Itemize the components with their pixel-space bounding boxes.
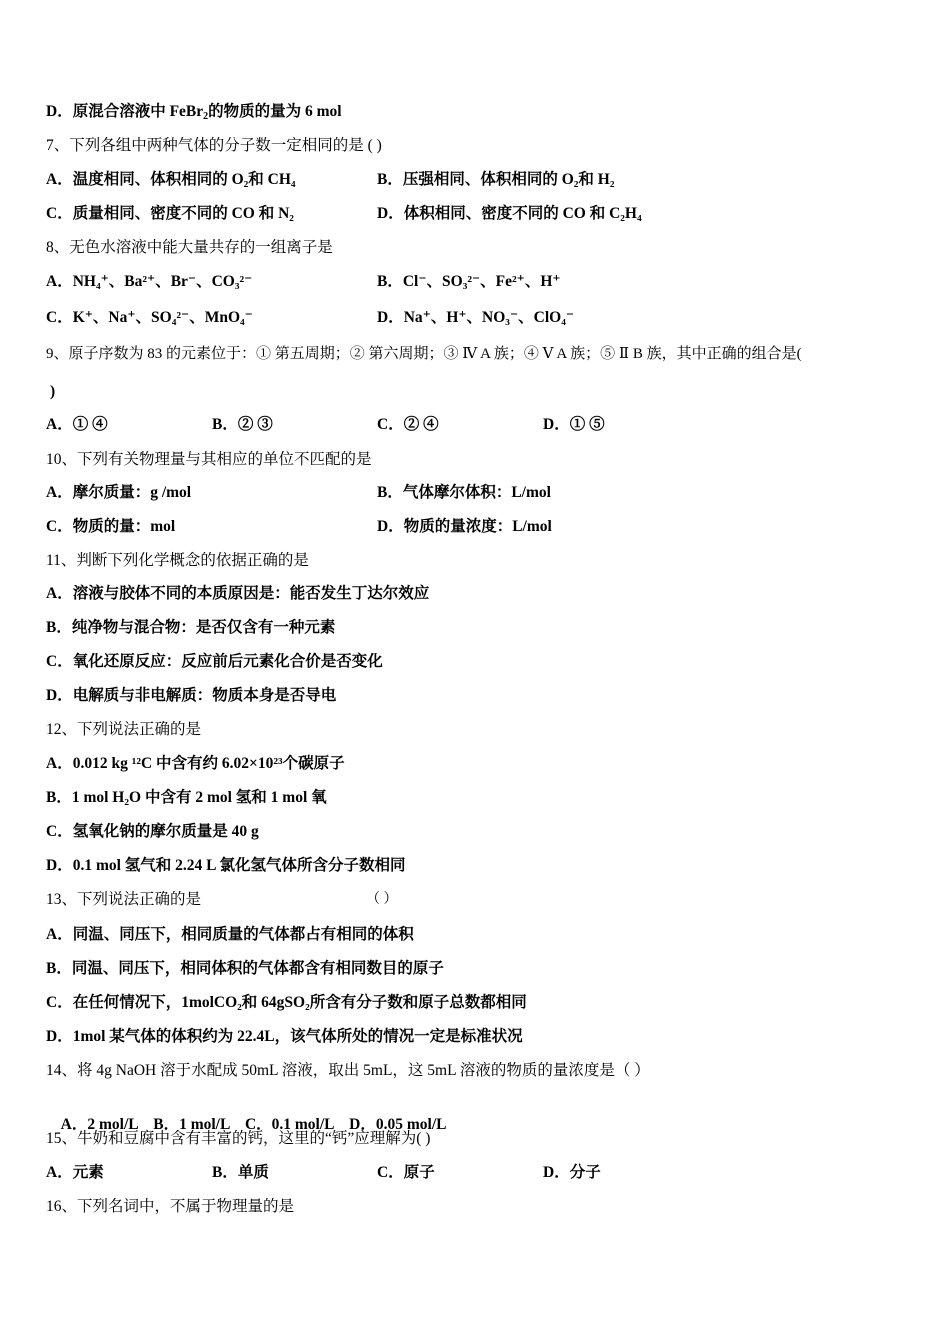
q15-options (46, 1163, 906, 1183)
q10-options-row1 (46, 483, 906, 503)
option-d-prev (46, 102, 342, 122)
option-text: B．纯净物与混合物：是否仅含有一种元素 (46, 619, 336, 636)
question-text: 8、无色水溶液中能大量共存的一组离子是 (46, 239, 333, 256)
q12-option-a (46, 754, 345, 774)
option-d: D．物质的量浓度：L/mol (377, 518, 552, 535)
option-c: C．② ④ (377, 416, 439, 433)
q11-option-d (46, 686, 336, 706)
question-9 (46, 344, 802, 364)
option-b: B．② ③ (212, 416, 273, 433)
option-d: D．分子 (543, 1164, 601, 1181)
option-b: B．Cl⁻、SO₃²⁻、Fe²⁺、H⁺ (377, 273, 561, 290)
question-text: 16、下列名词中，不属于物理量的是 (46, 1198, 295, 1215)
q11-option-a (46, 584, 429, 604)
question-text: 7、下列各组中两种气体的分子数一定相同的是 ( ) (46, 137, 382, 154)
option-a: A．摩尔质量：g /mol (46, 484, 192, 501)
option-b: B．单质 (212, 1164, 269, 1181)
q12-option-c (46, 822, 259, 842)
paren: ) (50, 383, 56, 400)
question-15 (46, 1129, 430, 1149)
question-text: 10、下列有关物理量与其相应的单位不匹配的是 (46, 451, 372, 468)
q13-option-d (46, 1027, 523, 1047)
q7-options-row1 (46, 170, 906, 190)
q9-options (46, 415, 906, 435)
question-text: 12、下列说法正确的是 (46, 721, 202, 738)
option-c: C．K⁺、Na⁺、SO₄²⁻、MnO₄⁻ (46, 309, 253, 326)
option-text: D．1mol 某气体的体积约为 22.4L，该气体所处的情况一定是标准状况 (46, 1028, 523, 1045)
option-text: D．电解质与非电解质：物质本身是否导电 (46, 687, 337, 704)
option-c: C．质量相同、密度不同的 CO 和 N₂ (46, 205, 294, 222)
paren: （ ） (366, 892, 398, 907)
options-text: A．2 mol/L B．1 mol/L C．0.1 mol/L D．0.05 mol/L (60, 1116, 447, 1133)
option-text: A．溶液与胶体不同的本质原因是：能否发生丁达尔效应 (46, 585, 430, 602)
option-a: A．① ④ (46, 416, 108, 433)
question-10 (46, 450, 372, 470)
option-text: A．0.012 kg ¹²C 中含有约 6.02×10²³个碳原子 (46, 755, 345, 772)
text: 的物质的量为 6 mol (208, 103, 342, 120)
option-b: B．气体摩尔体积：L/mol (377, 484, 551, 501)
question-text: 14、将 4g NaOH 溶于水配成 50mL 溶液，取出 5mL，这 5mL 溶液的物质的量浓度是（ ） (46, 1062, 650, 1079)
option-c: C．物质的量：mol (46, 518, 176, 535)
question-14 (46, 1061, 650, 1081)
question-8 (46, 238, 333, 258)
q8-options-row2 (46, 308, 906, 328)
option-text: C．氧化还原反应：反应前后元素化合价是否变化 (46, 653, 383, 670)
option-text: B．1 mol H₂O 中含有 2 mol 氢和 1 mol 氧 (46, 789, 327, 806)
option-d: D．Na⁺、H⁺、NO₃⁻、ClO₄⁻ (377, 309, 575, 326)
subscript: 2 (203, 111, 209, 122)
option-a: A．元素 (46, 1164, 104, 1181)
option-text: A．同温、同压下，相同质量的气体都占有相同的体积 (46, 926, 414, 943)
q11-option-b (46, 618, 335, 638)
option-d: D．体积相同、密度不同的 CO 和 C₂H₄ (377, 205, 642, 222)
question-9-close (50, 382, 55, 402)
text: D．原混合溶液中 FeBr (46, 103, 204, 120)
question-13-paren (366, 890, 398, 910)
q11-option-c (46, 652, 383, 672)
q8-options-row1 (46, 272, 906, 292)
option-text: D．0.1 mol 氢气和 2.24 L 氯化氢气体所含分子数相同 (46, 857, 406, 874)
option-text: C．氢氧化钠的摩尔质量是 40 g (46, 823, 259, 840)
question-7 (46, 136, 382, 156)
q12-option-d (46, 856, 406, 876)
option-a: A．NH₄⁺、Ba²⁺、Br⁻、CO₃²⁻ (46, 273, 253, 290)
q7-options-row2 (46, 204, 906, 224)
question-text: 13、下列说法正确的是 (46, 891, 202, 908)
option-d: D．① ⑤ (543, 416, 605, 433)
question-text: 9、原子序数为 83 的元素位于：① 第五周期；② 第六周期；③ Ⅳ A 族；④ Ⅴ A 族；⑤ Ⅱ B 族，其中正确的组合是( (46, 346, 802, 362)
q12-option-b (46, 788, 327, 808)
q13-option-b (46, 959, 444, 979)
q13-option-a (46, 925, 414, 945)
question-16 (46, 1197, 294, 1217)
question-12 (46, 720, 201, 740)
question-text: 15、牛奶和豆腐中含有丰富的钙，这里的“钙”应理解为( ) (46, 1130, 431, 1147)
option-c: C．原子 (377, 1164, 435, 1181)
q10-options-row2 (46, 517, 906, 537)
option-a: A．温度相同、体积相同的 O₂和 CH₄ (46, 171, 296, 188)
question-13 (46, 890, 201, 910)
option-text: B．同温、同压下，相同体积的气体都含有相同数目的原子 (46, 960, 444, 977)
q13-option-c (46, 993, 527, 1013)
question-text: 11、判断下列化学概念的依据正确的是 (46, 552, 309, 569)
option-text: C．在任何情况下，1molCO₂和 64gSO₂所含有分子数和原子总数都相同 (46, 994, 527, 1011)
question-11 (46, 551, 309, 571)
option-b: B．压强相同、体积相同的 O₂和 H₂ (377, 171, 615, 188)
